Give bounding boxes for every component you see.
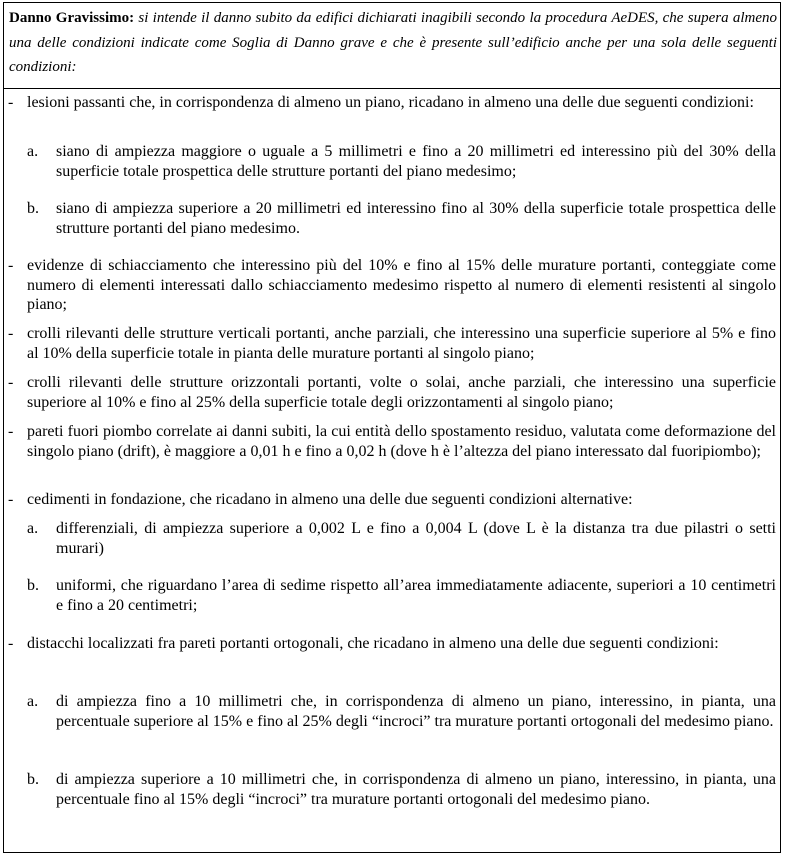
- definition-term: Danno Gravissimo:: [9, 10, 135, 26]
- list-item-text: cedimenti in fondazione, che ricadano in almeno una delle due seguenti condizioni alternative:: [27, 491, 633, 508]
- list-item-text: distacchi localizzati fra pareti portanti ortogonali, che ricadano in almeno una delle due seguenti condizioni:: [27, 635, 719, 652]
- header-divider: [3, 88, 781, 89]
- list-bullet: -: [8, 423, 14, 440]
- definition-header: [9, 6, 777, 80]
- sub-item-letter: b.: [27, 771, 39, 788]
- list-item-text: crolli rilevanti delle strutture verticali portanti, anche parziali, che interessino una superficie superiore al 5% e fino al 10% della superficie totale in pianta delle murature portanti al singolo piano;: [27, 325, 776, 362]
- list-bullet: -: [8, 257, 14, 274]
- list-bullet: -: [8, 635, 14, 652]
- sub-item-letter: b.: [27, 200, 39, 217]
- definition-text: si intende il danno subito da edifici dichiarati inagibili secondo la procedura AeDES, che supera almeno una delle condizioni indicate come Soglia di Danno grave e che è presente sull’edificio anche per una sola delle seguenti condizioni:: [9, 10, 778, 75]
- sub-item-text: siano di ampiezza maggiore o uguale a 5 millimetri e fino a 20 millimetri ed interessino più del 30% della superficie totale prospettica delle strutture portanti del piano medesimo;: [56, 143, 776, 180]
- sub-item-letter: a.: [27, 520, 39, 537]
- sub-item-text: di ampiezza fino a 10 millimetri che, in corrispondenza di almeno un piano, interessino, in pianta, una percentuale superiore al 15% e fino al 25% degli “incroci” tra murature portanti ortogonali del medesimo piano.: [56, 693, 776, 730]
- list-item-text: pareti fuori piombo correlate ai danni subiti, la cui entità dello spostamento residuo, valutata come deformazione del singolo piano (drift), è maggiore a 0,01 h e fino a 0,02 h (dove h è l’altezza del piano interessato dal fuoripiombo);: [27, 423, 776, 460]
- list-item-text: evidenze di schiacciamento che interessino più del 10% e fino al 15% delle murature portanti, conteggiate come numero di elementi interessati dallo schiacciamento medesimo rispetto al numero di elementi resistenti al singolo piano;: [27, 257, 776, 313]
- sub-item-text: uniformi, che riguardano l’area di sedime rispetto all’area immediatamente adiacente, superiori a 10 centimetri e fino a 20 centimetri;: [56, 577, 776, 614]
- list-bullet: -: [8, 491, 14, 508]
- sub-item-letter: a.: [27, 693, 39, 710]
- list-item-text: lesioni passanti che, in corrispondenza di almeno un piano, ricadano in almeno una delle due seguenti condizioni:: [27, 94, 754, 111]
- sub-item-letter: a.: [27, 143, 39, 160]
- list-bullet: -: [8, 325, 14, 342]
- sub-item-text: differenziali, di ampiezza superiore a 0,002 L e fino a 0,004 L (dove L è la distanza tra due pilastri o setti murari): [56, 520, 776, 557]
- list-item-text: crolli rilevanti delle strutture orizzontali portanti, volte o solai, anche parziali, che interessino una superficie superiore al 10% e fino al 25% della superficie totale degli orizzontamenti al singolo piano;: [27, 374, 776, 411]
- list-bullet: -: [8, 94, 14, 111]
- list-bullet: -: [8, 374, 14, 391]
- sub-item-text: di ampiezza superiore a 10 millimetri che, in corrispondenza di almeno un piano, interessino, in pianta, una percentuale fino al 15% degli “incroci” tra murature portanti ortogonali del medesimo piano.: [56, 771, 776, 808]
- sub-item-letter: b.: [27, 577, 39, 594]
- sub-item-text: siano di ampiezza superiore a 20 millimetri ed interessino fino al 30% della superficie totale prospettica delle strutture portanti del piano medesimo.: [56, 200, 776, 237]
